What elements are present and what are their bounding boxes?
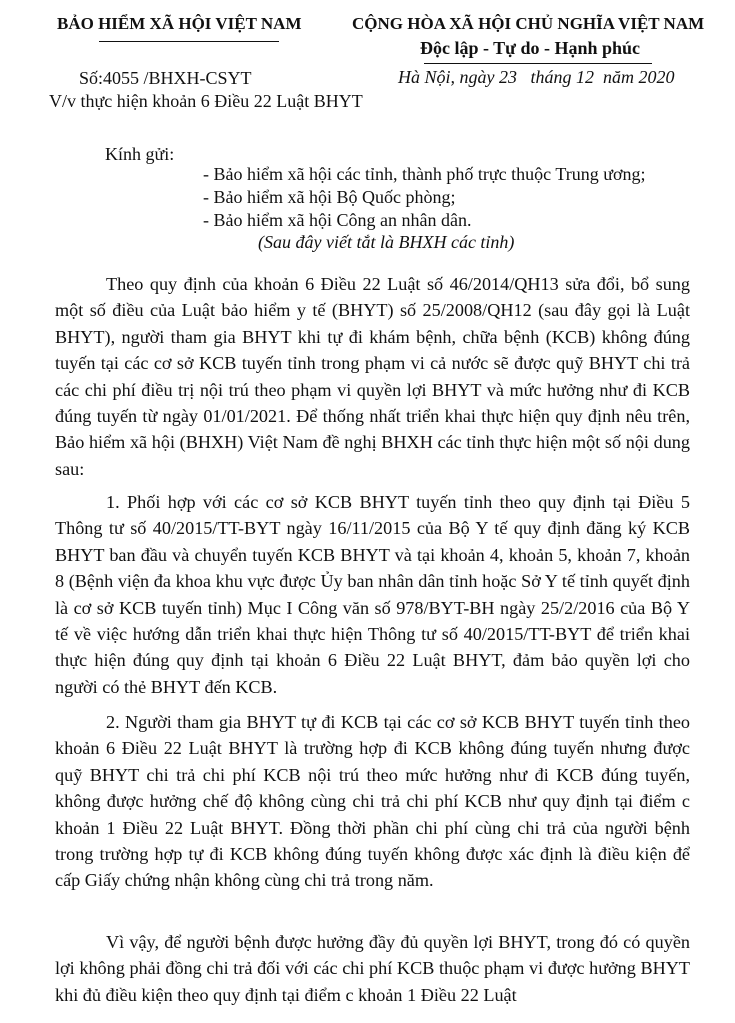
- paragraph-text: 1. Phối hợp với các cơ sở KCB BHYT tuyến tỉnh theo quy định tại Điều 5 Thông tư số 40/2015/TT-BYT ngày 16/11/2015 của Bộ Y tế quy định đăng ký KCB BHYT ban đầu và chuyển tuyến KCB BHYT và tại khoản 4, khoản 5, khoản 7, khoản 8 (Bệnh viện đa khoa khu vực được Ủy ban nhân dân tỉnh hoặc Sở Y tế tỉnh quyết định là cơ sở KCB tuyến tỉnh) Mục I Công văn số 978/BYT-BH ngày 25/2/2016 của Bộ Y tế về việc hướng dẫn triển khai thực hiện Thông tư số 40/2015/TT-BYT để triển khai thực hiện đúng quy định tại khoản 6 Điều 22 Luật BHYT, đảm bảo quyền lợi cho người có thẻ BHYT đến KCB.: [55, 492, 690, 697]
- document-number: Số:4055 /BHXH-CSYT: [79, 68, 252, 88]
- recipient-item: - Bảo hiểm xã hội các tỉnh, thành phố trực thuộc Trung ương;: [203, 164, 646, 184]
- body-paragraph: [55, 489, 690, 700]
- place-and-date: Hà Nội, ngày 23 tháng 12 năm 2020: [398, 67, 675, 87]
- recipient-item: - Bảo hiểm xã hội Bộ Quốc phòng;: [203, 187, 456, 207]
- country-name: CỘNG HÒA XÃ HỘI CHỦ NGHĨA VIỆT NAM: [352, 14, 705, 33]
- paragraph-text: Vì vậy, để người bệnh được hưởng đầy đủ quyền lợi BHYT, trong đó có quyền lợi không phải đồng chi trả đối với các chi phí KCB thuộc phạm vi được hưởng BHYT khi đủ điều kiện theo quy định tại điểm c khoản 1 Điều 22 Luật: [55, 932, 690, 1005]
- recipients-label: Kính gửi:: [105, 144, 175, 164]
- paragraph-text: Theo quy định của khoản 6 Điều 22 Luật số 46/2014/QH13 sửa đổi, bổ sung một số điều của Luật bảo hiểm y tế (BHYT) số 25/2008/QH12 (sau đây gọi là Luật BHYT), người tham gia BHYT khi tự đi khám bệnh, chữa bệnh (KCB) không đúng tuyến tại các cơ sở KCB tuyến tỉnh trong phạm vi cả nước sẽ được quỹ BHYT chi trả các chi phí điều trị nội trú theo phạm vi quyền lợi BHYT và mức hưởng như đi KCB đúng tuyến từ ngày 01/01/2021. Để thống nhất triển khai thực hiện quy định nêu trên, Bảo hiểm xã hội (BHXH) Việt Nam đề nghị BHXH các tỉnh thực hiện một số nội dung sau:: [55, 274, 690, 479]
- paragraph-text: 2. Người tham gia BHYT tự đi KCB tại các cơ sở KCB BHYT tuyến tỉnh theo khoản 6 Điều 22 Luật BHYT là trường hợp đi KCB không đúng tuyến nhưng được quỹ BHYT chi trả chi phí KCB nội trú theo mức hưởng như đi KCB đúng tuyến, không được hưởng chế độ không cùng chi trả chi phí KCB như quy định tại điểm c khoản 1 Điều 22 Luật BHYT. Đồng thời phần chi phí cùng chi trả của người bệnh trong trường hợp tự đi KCB không đúng tuyến không được xác định là điều kiện để cấp Giấy chứng nhận không cùng chi trả trong năm.: [55, 712, 690, 891]
- motto-underline: [424, 63, 652, 64]
- agency-underline: [99, 41, 279, 42]
- body-paragraph: [55, 929, 690, 1008]
- agency-name: BẢO HIỂM XÃ HỘI VIỆT NAM: [57, 14, 302, 33]
- document-subject: V/v thực hiện khoản 6 Điều 22 Luật BHYT: [49, 91, 363, 111]
- body-paragraph: [55, 271, 690, 482]
- body-paragraph: [55, 709, 690, 894]
- recipients-abbreviation-note: (Sau đây viết tắt là BHXH các tỉnh): [258, 232, 515, 252]
- recipient-item: - Bảo hiểm xã hội Công an nhân dân.: [203, 210, 472, 230]
- motto: Độc lập - Tự do - Hạnh phúc: [420, 38, 641, 58]
